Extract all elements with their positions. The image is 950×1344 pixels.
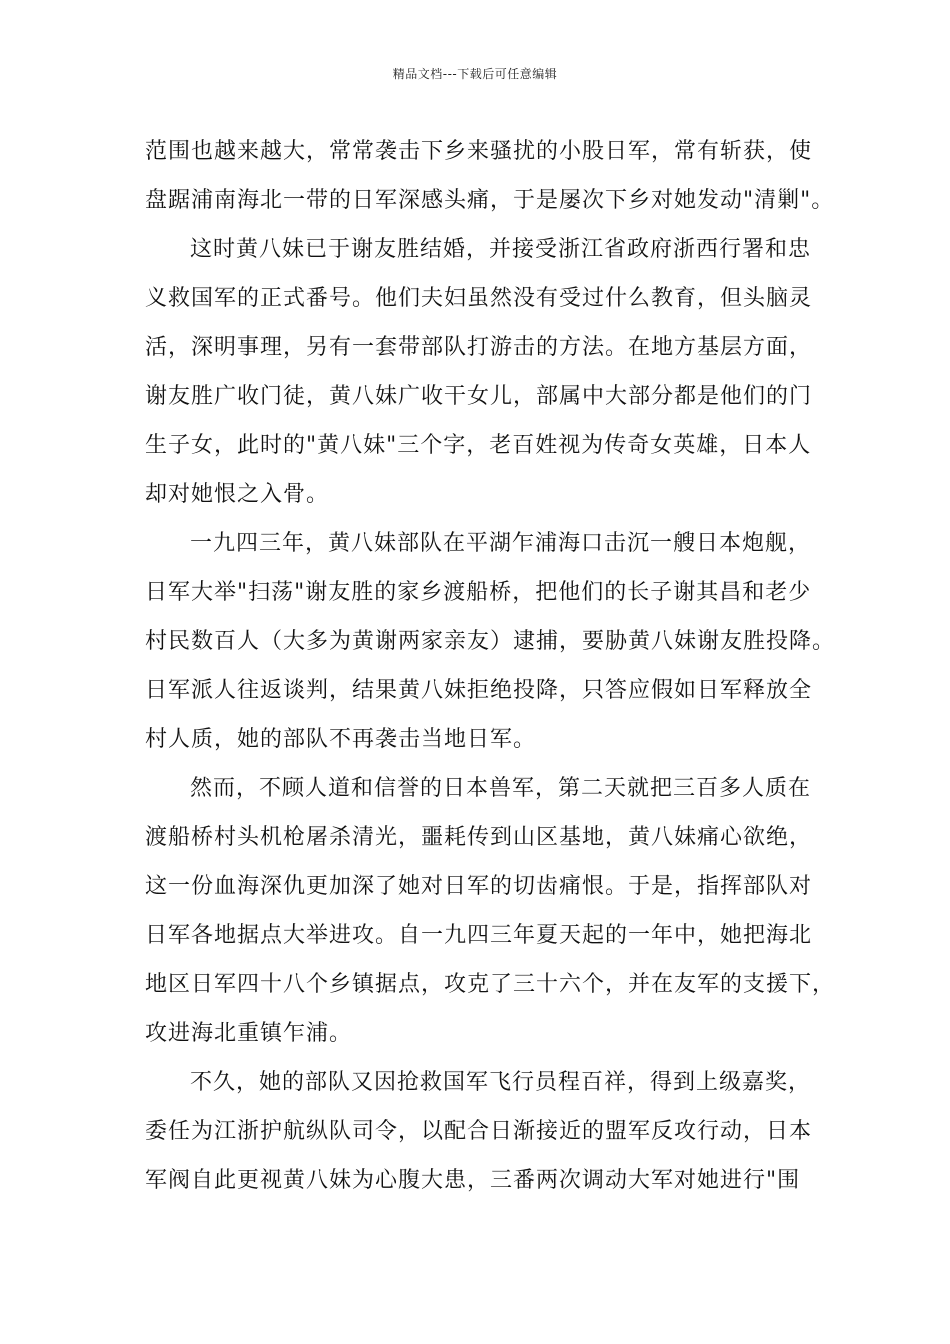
text-line: 攻进海北重镇乍浦。 (145, 1021, 353, 1046)
text-line: 这一份血海深仇更加深了她对日军的切齿痛恨。于是，指挥部队对 (145, 874, 813, 899)
paragraph-continuation (145, 127, 835, 225)
text-line: 范围也越来越大，常常袭击下乡来骚扰的小股日军，常有斩获，使 (145, 139, 813, 164)
text-line: 村人质，她的部队不再袭击当地日军。 (145, 727, 537, 752)
text-line: 不久，她的部队又因抢救国军飞行员程百祥，得到上级嘉奖， (190, 1070, 812, 1095)
page-header: 精品文档---下载后可任意编辑 (392, 67, 558, 81)
document-body (145, 127, 836, 1205)
text-line: 生子女，此时的"黄八妹"三个字，老百姓视为传奇女英雄，日本人 (145, 433, 812, 458)
text-line: 却对她恨之入骨。 (145, 482, 330, 507)
text-line: 日军大举"扫荡"谢友胜的家乡渡船桥，把他们的长子谢其昌和老少 (145, 580, 812, 605)
paragraph-marriage (145, 225, 825, 519)
text-line: 然而，不顾人道和信誉的日本兽军，第二天就把三百多人质在 (190, 776, 812, 801)
text-line: 谢友胜广收门徒，黄八妹广收干女儿，部属中大部分都是他们的门 (145, 384, 813, 409)
text-line: 村民数百人（大多为黄谢两家亲友）逮捕，要胁黄八妹谢友胜投降。 (145, 629, 836, 654)
paragraph-1943 (145, 519, 836, 764)
text-line: 军阀自此更视黄八妹为心腹大患，三番两次调动大军对她进行"围 (145, 1168, 801, 1193)
text-line: 地区日军四十八个乡镇据点，攻克了三十六个，并在友军的支援下， (145, 972, 836, 997)
text-line: 义救国军的正式番号。他们夫妇虽然没有受过什么教育，但头脑灵 (145, 286, 813, 311)
text-line: 活，深明事理，另有一套带部队打游击的方法。在地方基层方面， (145, 335, 813, 360)
paragraph-commendation (145, 1058, 825, 1205)
paragraph-massacre (145, 764, 836, 1058)
text-line: 日军各地据点大举进攻。自一九四三年夏天起的一年中，她把海北 (145, 923, 813, 948)
text-line: 委任为江浙护航纵队司令，以配合日渐接近的盟军反攻行动，日本 (145, 1119, 813, 1144)
text-line: 一九四三年，黄八妹部队在平湖乍浦海口击沉一艘日本炮舰， (190, 531, 812, 556)
text-line: 这时黄八妹已于谢友胜结婚，并接受浙江省政府浙西行署和忠 (190, 237, 812, 262)
text-line: 渡船桥村头机枪屠杀清光，噩耗传到山区基地，黄八妹痛心欲绝， (145, 825, 813, 850)
text-line: 日军派人往返谈判，结果黄八妹拒绝投降，只答应假如日军释放全 (145, 678, 813, 703)
text-line: 盘踞浦南海北一带的日军深感头痛，于是屡次下乡对她发动"清剿"。 (145, 188, 835, 213)
